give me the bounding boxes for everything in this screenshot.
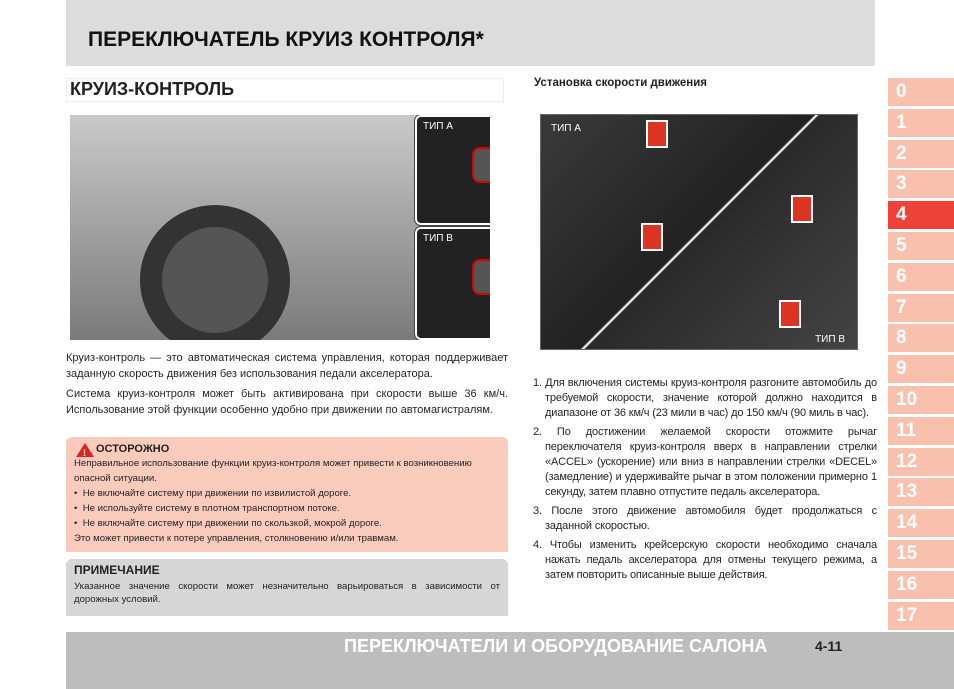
switch-highlight bbox=[472, 259, 490, 295]
arrow-down-icon bbox=[779, 300, 801, 328]
arrow-down-icon bbox=[641, 223, 663, 251]
arrow-up-icon bbox=[791, 195, 813, 223]
type-b-label: ТИП В bbox=[423, 233, 453, 244]
page-header bbox=[66, 0, 875, 66]
page-title: ПЕРЕКЛЮЧАТЕЛЬ КРУИЗ КОНТРОЛЯ* bbox=[88, 28, 484, 51]
type-b-inset bbox=[415, 227, 490, 340]
warning-title: ОСТОРОЖНО bbox=[96, 443, 170, 455]
note-text: Указанное значение скорости может незначительно варьироваться в зависимости от дорожных условий. bbox=[74, 581, 500, 605]
right-section-title: Установка скорости движения bbox=[534, 77, 708, 89]
chapter-tabs bbox=[888, 78, 954, 632]
warning-item: • Не включайте систему при движении по извилистой дороге. bbox=[74, 488, 352, 499]
warning-box bbox=[66, 437, 508, 552]
note-title: ПРИМЕЧАНИЕ bbox=[74, 563, 160, 577]
warning-icon: ! bbox=[76, 443, 94, 457]
warning-item: • Не используйте систему в плотном транспортном потоке. bbox=[74, 503, 340, 514]
chapter-tab-3[interactable]: 3 bbox=[888, 170, 954, 198]
type-b-label: ТИП В bbox=[815, 334, 845, 345]
chapter-tab-13[interactable]: 13 bbox=[888, 478, 954, 506]
footer-title: ПЕРЕКЛЮЧАТЕЛИ И ОБОРУДОВАНИЕ САЛОНА bbox=[344, 636, 768, 656]
page-number: 4-11 bbox=[815, 638, 843, 654]
chapter-tab-2[interactable]: 2 bbox=[888, 140, 954, 168]
switch-illustration bbox=[540, 114, 858, 350]
chapter-tab-9[interactable]: 9 bbox=[888, 355, 954, 383]
chapter-tab-15[interactable]: 15 bbox=[888, 540, 954, 568]
warning-footer: Это может привести к потере управления, столкновению и/или травмам. bbox=[74, 533, 399, 544]
note-box bbox=[66, 559, 508, 616]
steps-list bbox=[533, 376, 877, 587]
step-item: 2. По достижении желаемой скорости отожмите рычаг переключателя круиз-контроля вверх в направлении стрелки «ACCEL» (ускорение) или вниз в направлении стрелки «DECEL» (замедление) и удерживайте рычаг в этом положении примерно 1 секунду, затем плавно отпустите педаль акселератора. bbox=[533, 426, 877, 498]
chapter-tab-1[interactable]: 1 bbox=[888, 109, 954, 137]
chapter-tab-10[interactable]: 10 bbox=[888, 386, 954, 414]
section-title: КРУИЗ-КОНТРОЛЬ bbox=[66, 78, 504, 102]
switch-highlight bbox=[472, 147, 490, 183]
type-a-label: ТИП А bbox=[423, 121, 453, 132]
chapter-tab-11[interactable]: 11 bbox=[888, 417, 954, 445]
type-a-label: ТИП А bbox=[551, 123, 581, 134]
page-footer bbox=[66, 632, 954, 689]
warning-item: • Не включайте систему при движении по скользкой, мокрой дороге. bbox=[74, 518, 382, 529]
step-item: 1. Для включения системы круиз-контроля разгоните автомобиль до требуемой скорости, значение которой должно находится в диапазоне от 36 км/ч (23 мили в час) до 150 км/ч (90 миль в час). bbox=[533, 377, 877, 419]
step-item: 4. Чтобы изменить крейсерскую скорости необходимо сначала нажать педаль акселератора для отмены текущего режима, а затем повторить описанные выше действия. bbox=[533, 539, 877, 581]
intro-paragraph: Система круиз-контроля может быть активирована при скорости выше 36 км/ч. Использование этой функции особенно удобно при движении по автомагистралям. bbox=[66, 388, 508, 416]
chapter-tab-17[interactable]: 17 bbox=[888, 602, 954, 630]
chapter-tab-5[interactable]: 5 bbox=[888, 232, 954, 260]
chapter-tab-0[interactable]: 0 bbox=[888, 78, 954, 106]
warning-text: Неправильное использование функции круиз-контроля может привести к возникновению опасной ситуации. bbox=[74, 458, 472, 484]
dashboard-illustration bbox=[70, 115, 490, 340]
chapter-tab-8[interactable]: 8 bbox=[888, 324, 954, 352]
step-item: 3. После этого движение автомобиля будет продолжаться с заданной скоростью. bbox=[533, 505, 877, 532]
steering-wheel-image bbox=[140, 205, 290, 340]
chapter-tab-14[interactable]: 14 bbox=[888, 509, 954, 537]
chapter-tab-7[interactable]: 7 bbox=[888, 294, 954, 322]
arrow-up-icon bbox=[646, 120, 668, 148]
type-a-inset bbox=[415, 115, 490, 225]
chapter-tab-4[interactable]: 4 bbox=[888, 201, 954, 229]
intro-paragraph: Круиз-контроль — это автоматическая система управления, которая поддерживает заданную скорость движения без использования педали акселератора. bbox=[66, 352, 508, 380]
chapter-tab-12[interactable]: 12 bbox=[888, 448, 954, 476]
chapter-tab-6[interactable]: 6 bbox=[888, 263, 954, 291]
chapter-tab-16[interactable]: 16 bbox=[888, 571, 954, 599]
